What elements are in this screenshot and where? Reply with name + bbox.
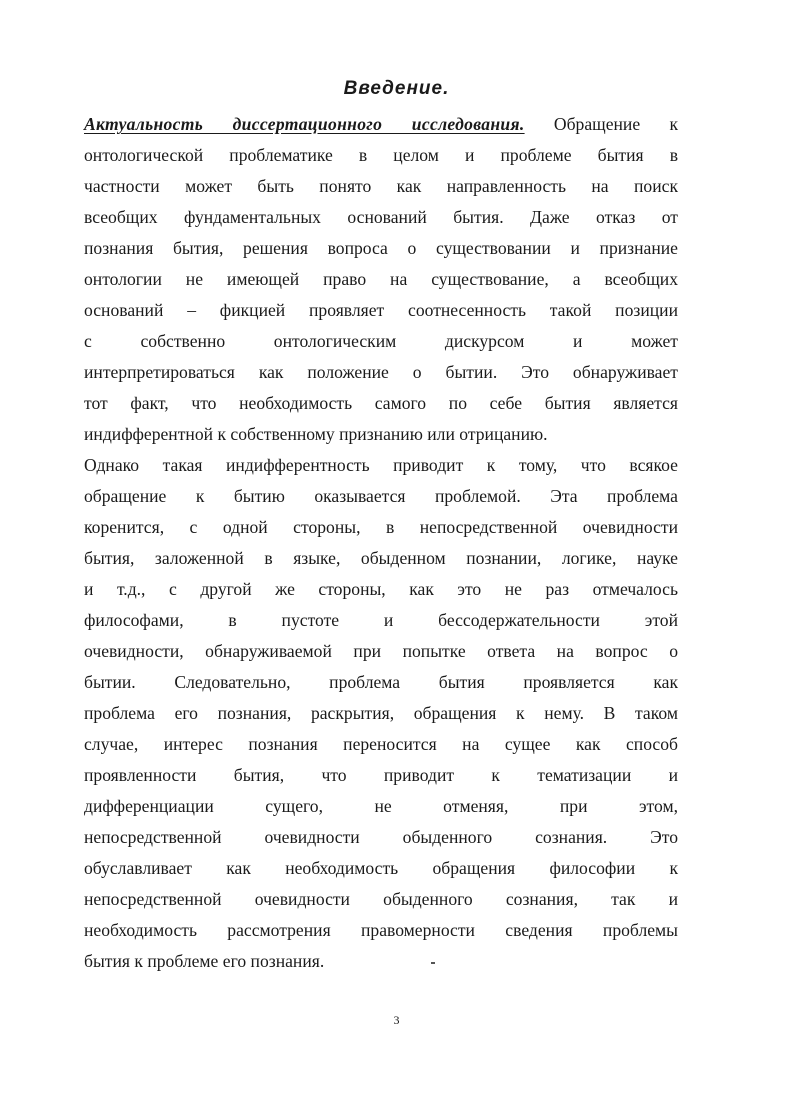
text-line: коренится, с одной стороны, в непосредственной очевидности: [84, 517, 678, 537]
text-line: обуславливает как необходимость обращения философии к: [84, 858, 678, 878]
scan-speck: [431, 962, 435, 964]
text-line: частности может быть понято как направленность на поиск: [84, 176, 678, 196]
text-line: проблема его познания, раскрытия, обращения к нему. В таком: [84, 703, 678, 723]
text-line: случае, интерес познания переносится на сущее как способ: [84, 734, 678, 754]
text-line: онтологической проблематике в целом и проблеме бытия в: [84, 145, 678, 165]
text-line: оснований – фикцией проявляет соотнесенность такой позиции: [84, 300, 678, 320]
text-line: онтологии не имеющей право на существование, а всеобщих: [84, 269, 678, 289]
text-line: философами, в пустоте и бессодержательности этой: [84, 610, 678, 630]
page-number: 3: [393, 1013, 400, 1027]
text-line: непосредственной очевидности обыденного сознания. Это: [84, 827, 678, 847]
text-line: бытия, заложенной в языке, обыденном познании, логике, науке: [84, 548, 678, 568]
lead-heading: Актуальность диссертационного исследования.: [84, 114, 525, 134]
text-line: дифференциации сущего, не отменяя, при этом,: [84, 796, 678, 816]
text-line: бытия к проблеме его познания.: [84, 951, 325, 971]
text-line: индифферентной к собственному признанию или отрицанию.: [84, 424, 548, 444]
text-line: очевидности, обнаруживаемой при попытке ответа на вопрос о: [84, 641, 678, 661]
page-title: Введение.: [343, 78, 450, 99]
text-line: [84, 109, 678, 140]
text-line: Однако такая индифферентность приводит к тому, что всякое: [84, 455, 678, 475]
text-line: непосредственной очевидности обыденного сознания, так и: [84, 889, 678, 909]
text-line: обращение к бытию оказывается проблемой. Эта проблема: [84, 486, 678, 506]
text-line: проявленности бытия, что приводит к тематизации и: [84, 765, 678, 785]
text-line: с собственно онтологическим дискурсом и может: [84, 331, 678, 351]
text-line: всеобщих фундаментальных оснований бытия. Даже отказ от: [84, 207, 678, 227]
text-line: и т.д., с другой же стороны, как это не раз отмечалось: [84, 579, 678, 599]
text-line: необходимость рассмотрения правомерности сведения проблемы: [84, 920, 678, 940]
text-line: тот факт, что необходимость самого по себе бытия является: [84, 393, 678, 413]
text-line-content: Обращение к: [524, 114, 678, 134]
text-line: бытии. Следовательно, проблема бытия проявляется как: [84, 672, 678, 692]
text-line: интерпретироваться как положение о бытии. Это обнаруживает: [84, 362, 678, 382]
text-line: познания бытия, решения вопроса о существовании и признание: [84, 238, 678, 258]
